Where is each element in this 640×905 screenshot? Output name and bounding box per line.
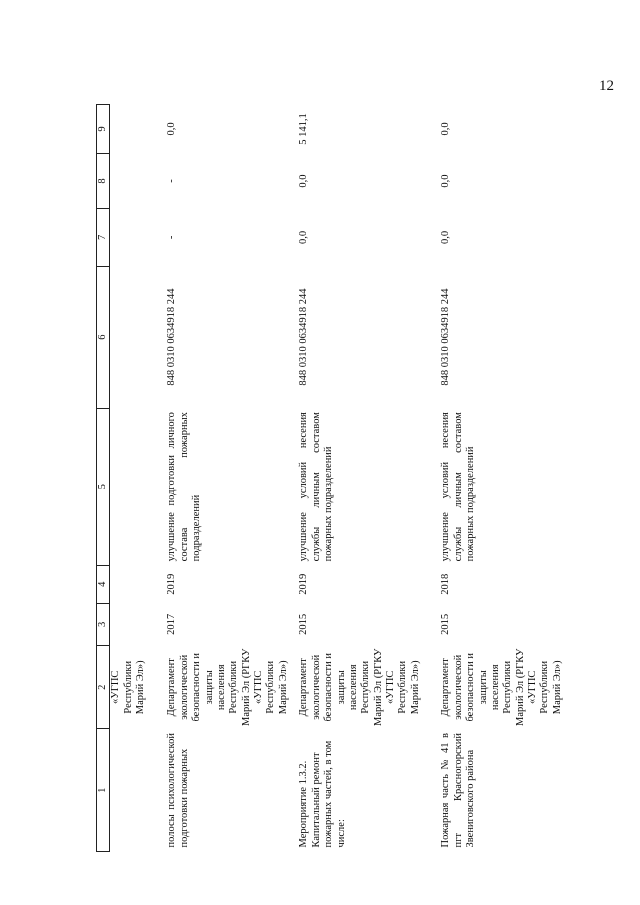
cell-start-year [110,603,165,645]
cell-measure: Мероприятие 1.3.2. Капитальный ремонт пожарных частей, в том числе: [298,740,347,848]
column-header-7: 7 [97,209,110,266]
cell-start-year: 2017 [166,613,178,635]
cell-end-year [110,565,165,603]
cell-measure [110,729,165,852]
cell-executor: Департамент экологической безопасности и защиты населения Республики Марий Эл (РГКУ «УГПС Республики Марий Эл») [440,648,563,726]
cell-value-7: 0,0 [440,230,452,244]
table-row [438,105,584,852]
column-header-3: 3 [97,603,110,645]
column-header-4: 4 [97,565,110,603]
column-number-header-row [97,105,110,852]
rotated-table-container [96,104,620,852]
cell-executor: «УГПС Республики Марий Эл») [110,660,147,715]
cell-result [110,408,165,565]
cell-value-8: - [166,179,178,183]
cell-start-year: 2015 [440,613,452,635]
cell-value-7: 0,0 [298,230,310,244]
page-number: 12 [599,78,614,94]
table-row [110,105,165,852]
cell-result: улучшение подготовки личного состава пожарных подразделений [166,412,203,562]
cell-value-7: - [166,235,178,240]
cell-value-7 [110,209,165,266]
cell-value-9: 5 141,1 [298,113,310,145]
cell-value-8: 0,0 [440,174,452,188]
cell-value-9: 0,0 [440,122,452,136]
cell-value-8 [110,153,165,208]
cell-result: улучшение условий несения службы личным составом пожарных подразделений [298,412,335,562]
cell-start-year: 2015 [298,613,310,635]
cell-end-year: 2019 [166,573,178,595]
column-header-8: 8 [97,153,110,208]
table-row [164,105,296,852]
cell-executor: Департамент экологической безопасности и защиты населения Республики Марий Эл (РГКУ «УГПС Республики Марий Эл») [166,648,289,726]
table-row [296,105,438,852]
cell-result: улучшение условий несения службы личным составом пожарных подразделений [440,412,477,562]
cell-value-9 [110,105,165,154]
cell-budget-code: 848 0310 0634918 244 [298,288,310,386]
cell-executor: Департамент экологической безопасности и защиты населения Республики Марий Эл (РГКУ «УГПС Республики Марий Эл») [298,648,421,726]
cell-end-year: 2018 [440,573,452,595]
cell-budget-code [110,266,165,408]
column-header-6: 6 [97,266,110,408]
column-header-9: 9 [97,105,110,154]
column-header-2: 2 [97,646,110,729]
cell-value-8: 0,0 [298,174,310,188]
cell-budget-code: 848 0310 0634918 244 [440,288,452,386]
program-measures-table [96,104,584,852]
cell-budget-code: 848 0310 0634918 244 [166,288,178,386]
cell-measure: Пожарная часть № 41 в пгт Красногорский Звениговского района [440,733,477,848]
cell-measure: полосы психологической подготовки пожарных [166,733,190,848]
cell-end-year: 2019 [298,573,310,595]
column-header-5: 5 [97,408,110,565]
cell-value-9: 0,0 [166,122,178,136]
column-header-1: 1 [97,729,110,852]
